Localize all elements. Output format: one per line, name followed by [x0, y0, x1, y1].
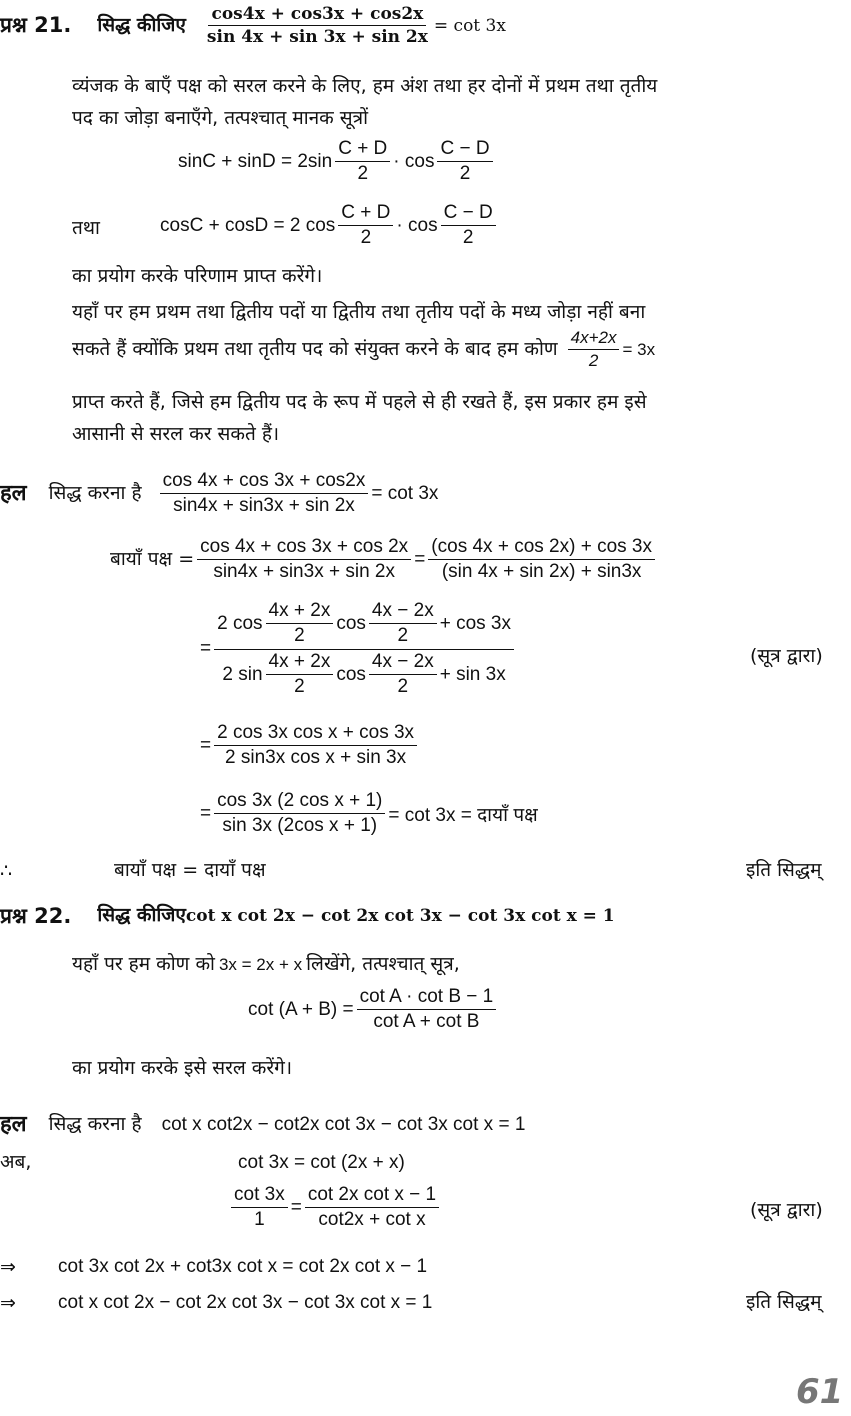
frac-num: cot 2x cot x − 1	[305, 1184, 439, 1208]
s2-c: + cos 3x	[439, 612, 511, 634]
step2	[200, 600, 517, 698]
q21-use-line: का प्रयोग करके परिणाम प्राप्त करेंगे।	[72, 265, 323, 287]
step2-eq: =	[200, 638, 212, 659]
q21-para-line2-text: सकते हैं क्योंकि प्रथम तथा तृतीय पद को संयुक्त करने के बाद हम कोण	[72, 337, 558, 360]
q22-intro	[72, 954, 460, 976]
q21-fraction	[204, 4, 431, 47]
frac-num: 4x − 2x	[369, 651, 437, 675]
formula-sin-sum	[178, 138, 496, 185]
formula-cos-frac1	[338, 202, 393, 249]
formula-sin-mid: · cos	[393, 150, 435, 172]
q21-final: बायाँ पक्ष = दायाँ पक्ष	[114, 859, 266, 881]
step1-lhs-label: बायाँ पक्ष =	[110, 547, 195, 570]
s2-da: 2 sin	[222, 663, 263, 685]
frac-den: cot2x + cot x	[318, 1209, 426, 1230]
q22-heading	[0, 904, 615, 928]
frac-den: sin4x + sin3x + sin 2x	[213, 561, 395, 582]
q21-solution-heading	[0, 470, 438, 517]
frac-num: C − D	[437, 138, 492, 162]
frac-den: sin4x + sin3x + sin 2x	[173, 495, 355, 516]
step1-frac1	[197, 536, 411, 583]
q21-para-line2	[72, 328, 655, 371]
formula-sin-frac1	[335, 138, 390, 185]
frac-den: 2	[397, 676, 409, 697]
formula-cot-frac	[357, 986, 497, 1033]
s2-db: cos	[336, 663, 366, 685]
step1	[110, 536, 658, 583]
frac-den: 1	[254, 1209, 265, 1230]
frac-num: cos 4x + cos 3x + cos 2x	[197, 536, 411, 560]
q21-intro-line1: व्यंजक के बाएँ पक्ष को सरल करने के लिए, हम अंश तथा हर दोनों में प्रथम तथा तृतीय	[72, 75, 658, 97]
frac-den: 2	[397, 625, 409, 646]
q22-line2-frac-left	[231, 1184, 288, 1231]
q21-para-line1: यहाँ पर हम प्रथम तथा द्वितीय पदों या द्वितीय तथा तृतीय पदों के मध्य जोड़ा नहीं बना	[72, 301, 646, 323]
s2-a: 2 cos	[217, 612, 263, 634]
frac-den: (sin 4x + sin 2x) + sin3x	[441, 561, 642, 582]
q22-expression: cot x cot 2x − cot 2x cot 3x − cot 3x cot x = 1	[185, 906, 615, 927]
formula-cos-frac2	[441, 202, 496, 249]
step3	[200, 722, 420, 769]
s2-da-frac	[266, 651, 334, 698]
frac-num: C + D	[335, 138, 390, 162]
q21-prove: सिद्ध कीजिए	[97, 13, 186, 36]
formula-sin-frac2	[437, 138, 492, 185]
q22-arrow2: ⇒	[0, 1293, 16, 1314]
tatha-label: तथा	[72, 217, 100, 239]
s2-a-frac	[266, 600, 334, 647]
frac-num: 2 cos 3x cos x + cos 3x	[214, 722, 417, 746]
step3-frac	[214, 722, 417, 769]
q22-iti: इति सिद्धम्	[746, 1291, 822, 1313]
formula-sin-lhs: sinC + sinD = 2sin	[178, 150, 333, 172]
page-number: 61	[796, 1372, 844, 1412]
s2-dc: + sin 3x	[439, 663, 506, 685]
step1-eq: =	[414, 548, 426, 570]
frac-num: (cos 4x + cos 2x) + cos 3x	[428, 536, 655, 560]
frac-num: C + D	[338, 202, 393, 226]
formula-cos-mid: · cos	[396, 214, 438, 236]
q22-prove: सिद्ध कीजिए	[97, 904, 186, 927]
q22-line2	[228, 1184, 442, 1231]
formula-cot-sum	[248, 986, 499, 1033]
q21-numerator: cos4x + cos3x + cos2x	[208, 4, 426, 26]
frac-den: 2	[357, 163, 369, 184]
q21-solution-rhs: = cot 3x	[371, 482, 439, 504]
q21-iti: इति सिद्धम्	[746, 859, 822, 881]
q22-line2-frac-right	[305, 1184, 439, 1231]
formula-cot-lhs: cot (A + B) =	[248, 998, 354, 1020]
q22-solution-label: हल	[0, 1112, 27, 1137]
frac-den: 2	[459, 163, 471, 184]
q22-ab: अब,	[0, 1151, 32, 1173]
q22-line3: cot 3x cot 2x + cot3x cot x = cot 2x cot x − 1	[58, 1256, 428, 1277]
frac-num: 4x + 2x	[266, 651, 334, 675]
frac-num: 4x + 2x	[266, 600, 334, 624]
q22-intro-b: लिखेंगे, तत्पश्चात् सूत्र,	[306, 953, 460, 975]
q21-solution-label: हल	[0, 480, 27, 506]
q21-by-formula: (सूत्र द्वारा)	[750, 645, 823, 667]
frac-den: 2	[360, 227, 372, 248]
q21-para-frac	[568, 328, 620, 371]
step1-frac2	[428, 536, 655, 583]
q22-solution-heading	[0, 1112, 525, 1137]
step2-numerator	[214, 600, 514, 650]
q21-intro-line2: पद का जोड़ा बनाएँगे, तत्पश्चात् मानक सूत्रों	[72, 107, 369, 129]
q22-intro-a: यहाँ पर हम कोण को	[72, 953, 215, 975]
frac-den: 2	[294, 676, 305, 697]
frac-num: 4x − 2x	[369, 600, 437, 624]
frac-den: sin 3x (2cos x + 1)	[222, 815, 378, 836]
frac-num: 4x+2x	[568, 328, 620, 350]
frac-num: C − D	[441, 202, 496, 226]
q21-para-frac-rhs: = 3x	[622, 339, 656, 359]
s2-b: cos	[336, 612, 366, 634]
q21-heading	[0, 4, 506, 47]
q22-solution-expr: cot x cot2x − cot2x cot 3x − cot 3x cot x = 1	[161, 1113, 526, 1135]
step4	[200, 790, 538, 837]
q21-denominator: sin 4x + sin 3x + sin 2x	[206, 27, 428, 47]
frac-num: cot 3x	[231, 1184, 288, 1208]
s2-db-frac	[369, 651, 437, 698]
formula-cos-sum	[160, 202, 499, 249]
s2-b-frac	[369, 600, 437, 647]
step4-frac	[214, 790, 385, 837]
q22-intro-math: 3x = 2x + x	[218, 954, 303, 974]
therefore-symbol: ∴	[0, 861, 13, 882]
q22-line2-eq: =	[290, 1196, 302, 1218]
q22-by-formula: (सूत्र द्वारा)	[750, 1199, 823, 1221]
frac-den: 2 sin3x cos x + sin 3x	[225, 747, 407, 768]
q21-rhs: = cot 3x	[433, 15, 506, 36]
frac-num: cos 4x + cos 3x + cos2x	[160, 470, 369, 494]
q21-label: प्रश्न 21.	[0, 13, 72, 38]
q22-arrow1: ⇒	[0, 1257, 16, 1278]
frac-den: 2	[294, 625, 305, 646]
q21-solution-fraction	[160, 470, 369, 517]
q22-label: प्रश्न 22.	[0, 904, 72, 928]
frac-den: 2	[462, 227, 474, 248]
formula-cos-lhs: cosC + cosD = 2 cos	[160, 214, 336, 236]
frac-num: cos 3x (2 cos x + 1)	[214, 790, 385, 814]
q22-solution-prove: सिद्ध करना है	[48, 1112, 142, 1135]
q22-use-line: का प्रयोग करके इसे सरल करेंगे।	[72, 1057, 293, 1079]
frac-num: cot A · cot B − 1	[357, 986, 497, 1010]
q21-para-line4: आसानी से सरल कर सकते हैं।	[72, 423, 280, 445]
step3-eq: =	[200, 734, 212, 756]
q21-solution-prove: सिद्ध करना है	[48, 481, 142, 504]
step2-denominator	[219, 650, 508, 698]
step2-compound-frac	[214, 600, 514, 698]
step4-rhs: = cot 3x = दायाँ पक्ष	[388, 804, 538, 826]
q21-para-line3: प्राप्त करते हैं, जिसे हम द्वितीय पद के रूप में पहले से ही रखते हैं, इस प्रकार हम इसे	[72, 391, 647, 413]
q22-line1: cot 3x = cot (2x + x)	[238, 1152, 405, 1173]
step4-eq: =	[200, 802, 212, 824]
frac-den: cot A + cot B	[373, 1011, 480, 1032]
q22-line4: cot x cot 2x − cot 2x cot 3x − cot 3x cot x = 1	[58, 1292, 433, 1313]
frac-den: 2	[588, 351, 599, 370]
